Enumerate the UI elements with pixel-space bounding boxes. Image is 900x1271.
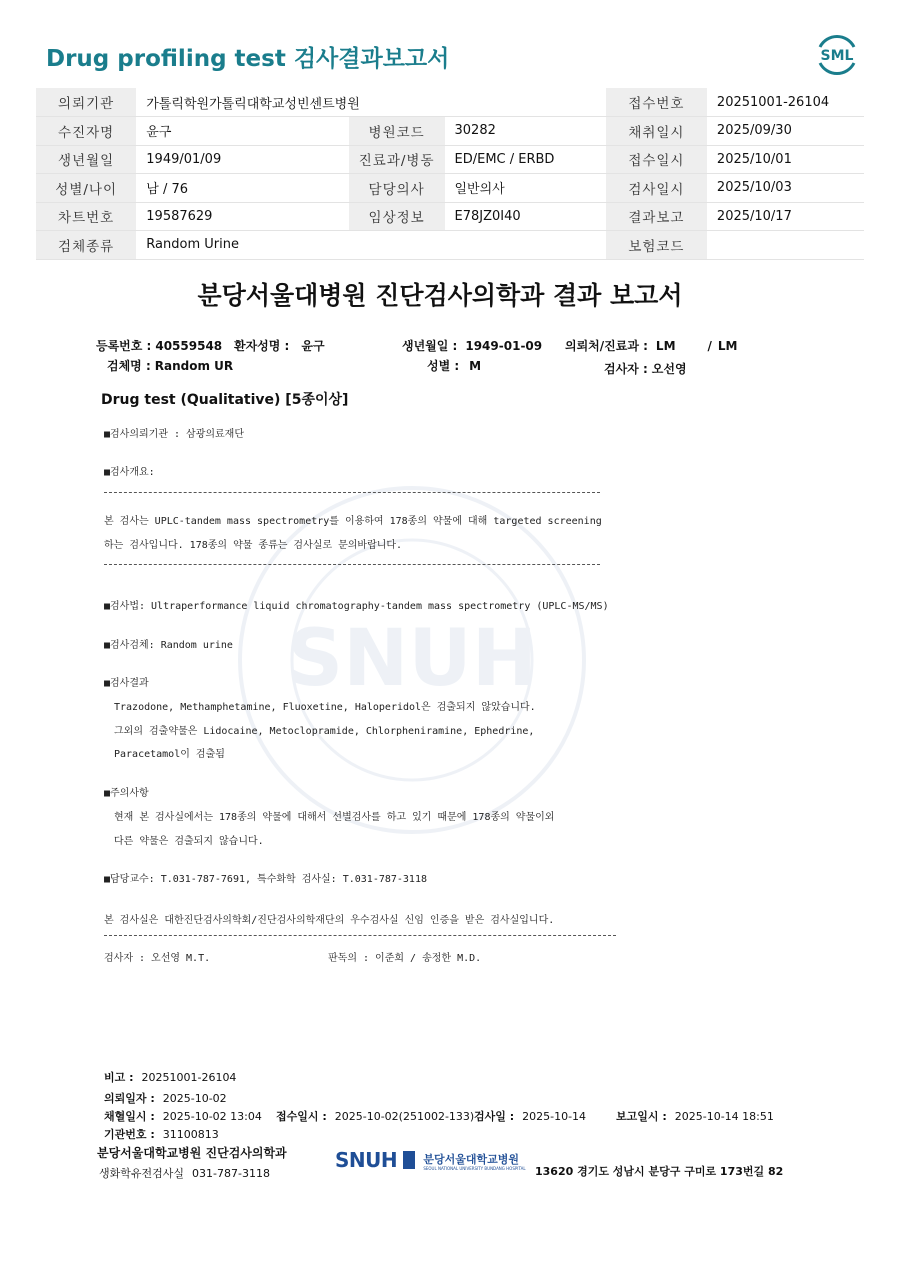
value-specimen-type: Random Urine — [136, 231, 606, 260]
snuh-hospital-name: 분당서울대학교병원 — [423, 1153, 519, 1166]
value-result-report: 2025/10/17 — [707, 202, 864, 231]
table-row — [36, 202, 864, 231]
label-patient-name: 수진자명 — [36, 117, 136, 146]
value-requesting-institution: 가톨릭학원가톨릭대학교성빈센트병원 — [136, 88, 606, 117]
value-test-date: 2025/10/03 — [707, 174, 864, 203]
method-line: ■검사법: Ultraperformance liquid chromatography-tandem mass spectrometry (UPLC-MS/MS) — [104, 601, 609, 612]
label-physician: 담당의사 — [349, 174, 445, 203]
value-birth-date: 1949/01/09 — [136, 145, 348, 174]
value-clinical-info: E78JZ0I40 — [445, 202, 606, 231]
label-test-date: 검사일시 — [606, 174, 707, 203]
tester-signature: 검사자 : 오선영 M.T. — [104, 953, 211, 964]
sml-logo — [812, 30, 862, 80]
watermark-text: SNUH — [286, 614, 538, 704]
label-receipt-date: 접수일시 — [606, 145, 707, 174]
label-department: 진료과/병동 — [349, 145, 445, 174]
patient-sex: 성별 : M — [427, 359, 482, 373]
test-heading: Drug test (Qualitative) [5종이상] — [101, 392, 349, 408]
test-date: 검사일 : 2025-10-14 — [474, 1110, 587, 1123]
logo-text: SML — [820, 48, 854, 64]
value-hospital-code: 30282 — [445, 117, 606, 146]
contact-line: ■담당교수: T.031-787-7691, 특수화학 검사실: T.031-787-3118 — [104, 874, 427, 885]
value-patient-name: 윤구 — [136, 117, 348, 146]
specimen-line: ■검사검체: Random urine — [104, 640, 233, 651]
snuh-hospital-subtitle: SEOUL NATIONAL UNIVERSITY BUNDANG HOSPITAL — [423, 1166, 526, 1171]
report-title: 분당서울대병원 진단검사의학과 결과 보고서 — [197, 281, 683, 310]
note: 비고 : 20251001-26104 — [104, 1071, 237, 1084]
certification-line: 본 검사실은 대한진단검사의학회/진단검사의학재단의 우수검사실 신임 인증을 받은 검사실입니다. — [104, 915, 555, 926]
department-name: 분당서울대학교병원 진단검사의학과 — [97, 1146, 287, 1160]
snuh-emblem-icon — [403, 1151, 415, 1169]
label-collection-date: 채취일시 — [606, 117, 707, 146]
collection-datetime: 채혈일시 : 2025-10-02 13:04 — [104, 1110, 262, 1123]
value-receipt-number: 20251001-26104 — [707, 88, 864, 117]
label-requesting-institution: 의뢰기관 — [36, 88, 136, 117]
caution-heading: ■주의사항 — [104, 788, 149, 799]
receipt-datetime: 접수일시 : 2025-10-02(251002-133) — [276, 1110, 475, 1123]
request-date: 의뢰일자 : 2025-10-02 — [104, 1092, 227, 1105]
overview-line-2: 하는 검사입니다. 178종의 약물 종류는 검사실로 문의바랍니다. — [104, 540, 403, 551]
label-chart-number: 차트번호 — [36, 202, 136, 231]
institution-line: ■검사의뢰기관 : 삼광의료재단 — [104, 429, 245, 440]
caution-line-1: 현재 본 검사실에서는 178종의 약물에 대해서 선별검사를 하고 있기 때문에 178종의 약물이외 — [114, 812, 555, 823]
snuh-logo-text: SNUH — [335, 1148, 398, 1172]
tester: 검사자 : 오선영 — [604, 362, 687, 376]
label-sex-age: 성별/나이 — [36, 174, 136, 203]
table-row — [36, 117, 864, 146]
snuh-logo — [335, 1148, 526, 1172]
reader-signature: 판독의 : 이준희 / 송정한 M.D. — [328, 953, 482, 964]
divider — [104, 935, 616, 936]
result-line-3: Paracetamol이 검출됨 — [114, 749, 225, 760]
value-chart-number: 19587629 — [136, 202, 348, 231]
report-datetime: 보고일시 : 2025-10-14 18:51 — [616, 1110, 774, 1123]
lab-name: 생화학유전검사실 031-787-3118 — [99, 1167, 270, 1180]
value-collection-date: 2025/09/30 — [707, 117, 864, 146]
value-department: ED/EMC / ERBD — [445, 145, 606, 174]
result-line-1: Trazodone, Methamphetamine, Fluoxetine, Haloperidol은 검출되지 않았습니다. — [114, 702, 536, 713]
institution-number: 기관번호 : 31100813 — [104, 1128, 219, 1141]
overview-heading: ■검사개요: — [104, 467, 155, 478]
caution-line-2: 다른 약물은 검출되지 않습니다. — [114, 836, 264, 847]
overview-line-1: 본 검사는 UPLC-tandem mass spectrometry를 이용하여 178종의 약물에 대해 targeted screening — [104, 516, 602, 527]
table-row — [36, 174, 864, 203]
document-title: Drug profiling test 검사결과보고서 — [46, 46, 450, 72]
table-row — [36, 145, 864, 174]
result-heading: ■검사결과 — [104, 678, 149, 689]
label-result-report: 결과보고 — [606, 202, 707, 231]
table-row — [36, 231, 864, 260]
value-insurance-code — [707, 231, 864, 260]
result-line-2: 그외의 검출약물은 Lidocaine, Metoclopramide, Chlorpheniramine, Ephedrine, — [114, 726, 535, 737]
hospital-address: 13620 경기도 성남시 분당구 구미로 173번길 82 — [535, 1165, 784, 1178]
registration-number: 등록번호 : 40559548 — [96, 339, 223, 353]
table-row — [36, 88, 864, 117]
requesting-department: 의뢰처/진료과 : LM / LM — [565, 339, 738, 353]
patient-info-table — [36, 88, 864, 260]
birth-date: 생년월일 : 1949-01-09 — [402, 339, 543, 353]
value-physician: 일반의사 — [445, 174, 606, 203]
patient-name: 환자성명 : 윤구 — [234, 339, 325, 353]
label-hospital-code: 병원코드 — [349, 117, 445, 146]
label-birth-date: 생년월일 — [36, 145, 136, 174]
label-receipt-number: 접수번호 — [606, 88, 707, 117]
snuh-seal-watermark — [232, 480, 592, 840]
label-specimen-type: 검체종류 — [36, 231, 136, 260]
value-sex-age: 남 / 76 — [136, 174, 348, 203]
divider — [104, 564, 600, 565]
label-insurance-code: 보험코드 — [606, 231, 707, 260]
value-receipt-date: 2025/10/01 — [707, 145, 864, 174]
label-clinical-info: 임상정보 — [349, 202, 445, 231]
specimen-name: 검체명 : Random UR — [107, 359, 234, 373]
divider — [104, 492, 600, 493]
